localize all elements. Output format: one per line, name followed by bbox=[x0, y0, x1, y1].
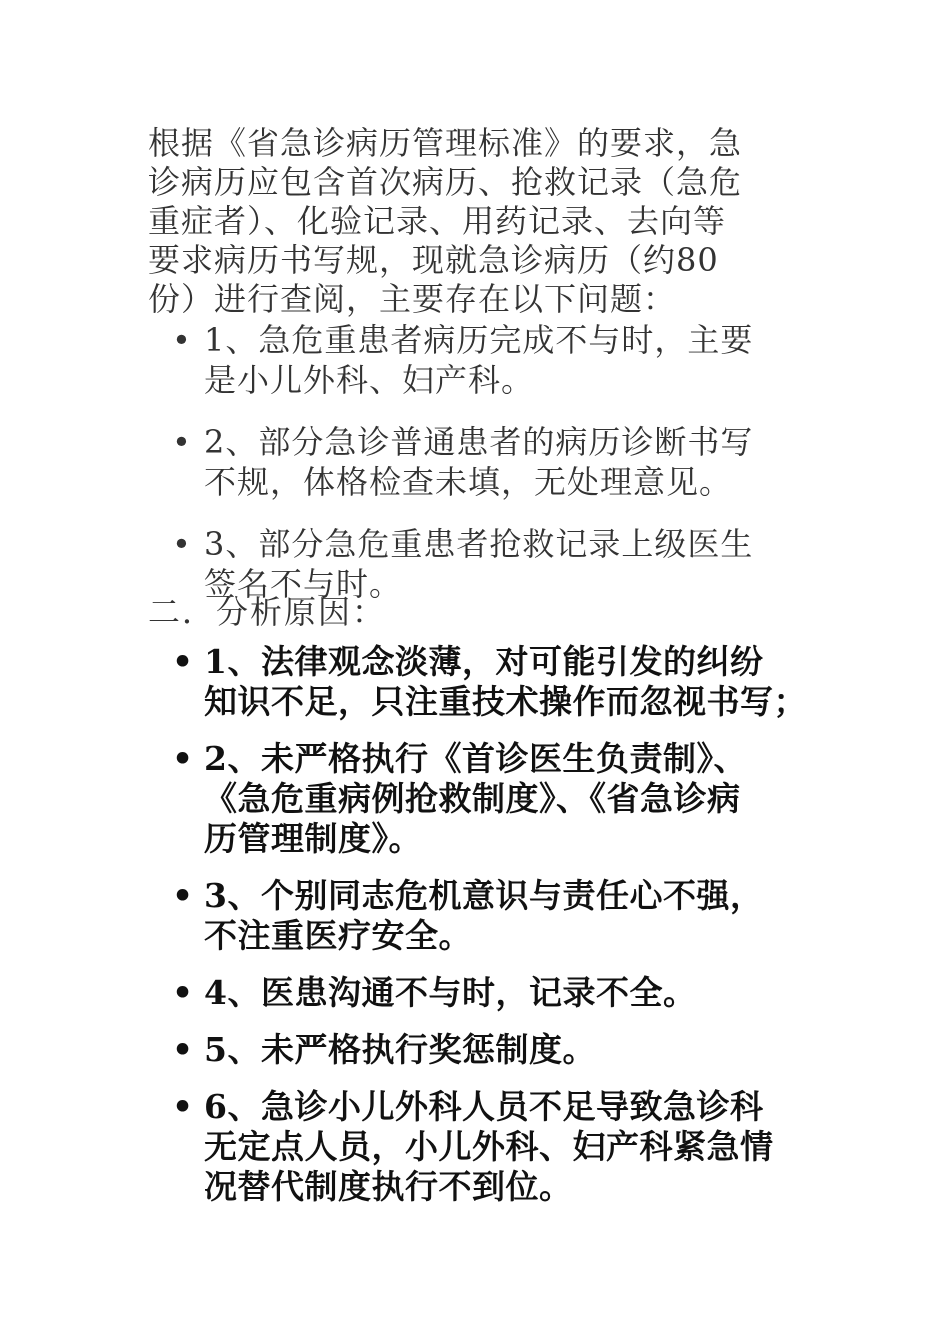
cause-line: 不注重医疗安全。 bbox=[204, 916, 472, 955]
cause-line: 无定点人员，小儿外科、妇产科紧急情 bbox=[204, 1127, 774, 1166]
cause-item bbox=[0, 642, 950, 722]
cause-line: 5、未严格执行奖惩制度。 bbox=[204, 1030, 596, 1069]
cause-line: 4、医患沟通不与时，记录不全。 bbox=[204, 973, 697, 1012]
cause-line: 1、法律观念淡薄，对可能引发的纠纷 bbox=[204, 642, 764, 681]
bullet-icon: • bbox=[172, 642, 194, 681]
intro-line: 根据《省急诊病历管理标准》的要求，急 bbox=[148, 124, 743, 162]
problem-item bbox=[0, 524, 950, 604]
bullet-icon: • bbox=[172, 876, 194, 915]
problems-list bbox=[0, 320, 950, 626]
cause-item bbox=[0, 1030, 950, 1070]
bullet-icon: • bbox=[172, 739, 194, 778]
section-heading-analysis: 二．分析原因： bbox=[148, 593, 387, 631]
cause-item bbox=[0, 973, 950, 1013]
cause-line: 《急危重病例抢救制度》、《省急诊病 bbox=[204, 779, 741, 818]
bullet-icon: • bbox=[172, 423, 192, 461]
intro-line: 要求病历书写规，现就急诊病历（约80 bbox=[148, 241, 719, 279]
bullet-icon: • bbox=[172, 1030, 194, 1069]
causes-list bbox=[0, 642, 950, 1224]
bullet-icon: • bbox=[172, 973, 194, 1012]
problem-line: 是小儿外科、妇产科。 bbox=[204, 361, 535, 399]
cause-line: 3、个别同志危机意识与责任心不强， bbox=[204, 876, 764, 915]
problem-item bbox=[0, 320, 950, 400]
intro-line: 份）进行查阅，主要存在以下问题： bbox=[148, 280, 677, 318]
cause-item bbox=[0, 876, 950, 956]
problem-line: 1、急危重患者病历完成不与时，主要 bbox=[204, 321, 754, 359]
intro-line: 重症者）、化验记录、用药记录、去向等 bbox=[148, 202, 727, 240]
intro-line: 诊病历应包含首次病历、抢救记录（急危 bbox=[148, 163, 743, 201]
problem-line: 签名不与时。 bbox=[204, 565, 403, 603]
problem-item bbox=[0, 422, 950, 502]
cause-item bbox=[0, 1087, 950, 1207]
intro-paragraph bbox=[148, 124, 788, 319]
cause-line: 历管理制度》。 bbox=[204, 819, 422, 858]
problem-line: 不规，体格检查未填，无处理意见。 bbox=[204, 463, 733, 501]
problem-line: 2、部分急诊普通患者的病历诊断书写 bbox=[204, 423, 754, 461]
bullet-icon: • bbox=[172, 321, 192, 359]
cause-line: 6、急诊小儿外科人员不足导致急诊科 bbox=[204, 1087, 764, 1126]
cause-line: 知识不足，只注重技术操作而忽视书写； bbox=[204, 682, 807, 721]
bullet-icon: • bbox=[172, 1087, 194, 1126]
cause-item bbox=[0, 739, 950, 859]
cause-line: 2、未严格执行《首诊医生负责制》、 bbox=[204, 739, 747, 778]
cause-line: 况替代制度执行不到位。 bbox=[204, 1167, 573, 1206]
bullet-icon: • bbox=[172, 525, 192, 563]
problem-line: 3、部分急危重患者抢救记录上级医生 bbox=[204, 525, 754, 563]
